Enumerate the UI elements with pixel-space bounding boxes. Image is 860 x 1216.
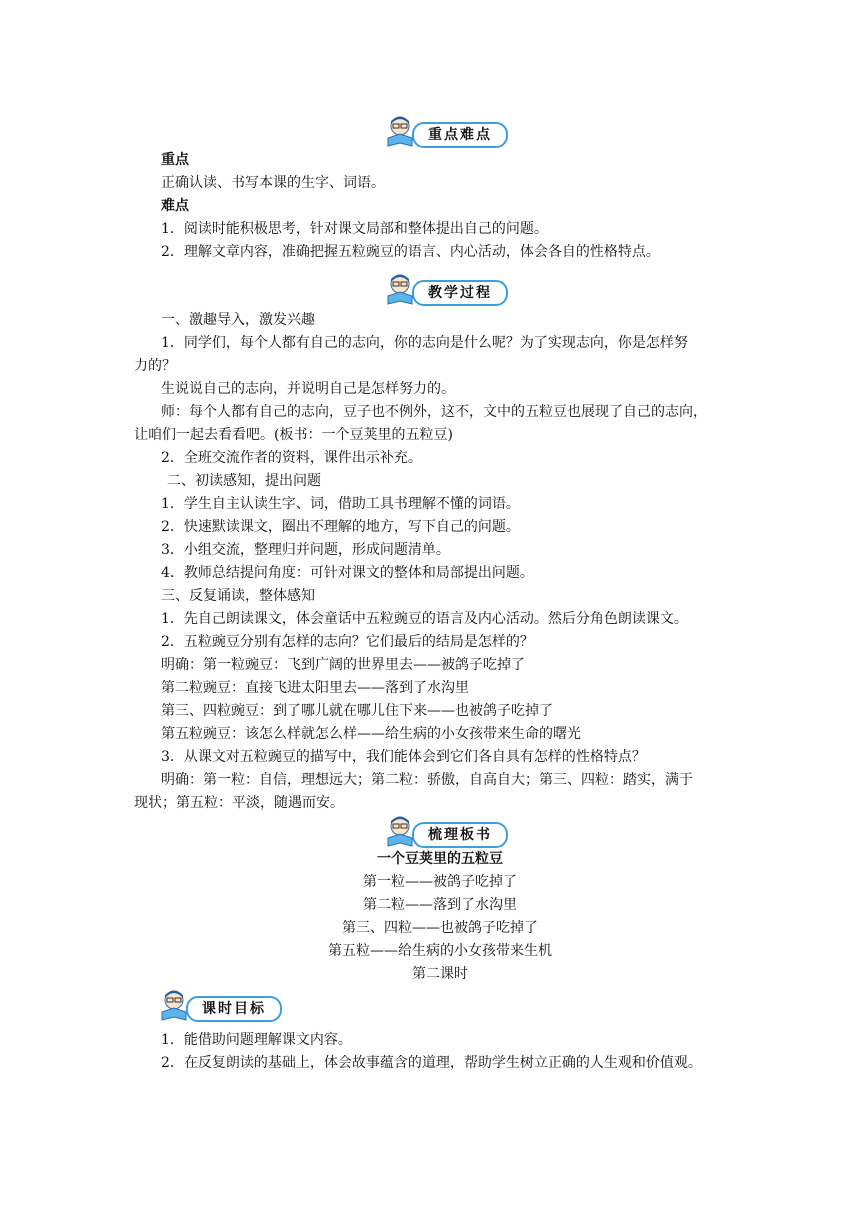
paragraph: 3．小组交流，整理归并问题，形成问题清单。 [161, 542, 450, 558]
board-line: 第五粒——给生病的小女孩带来生机 [328, 943, 552, 959]
paragraph: 正确认读、书写本课的生字、词语。 [161, 175, 385, 191]
section-badge-label: 重点难点 [412, 122, 508, 148]
section-badge-label: 课时目标 [186, 996, 282, 1022]
board-line: 第一粒——被鸽子吃掉了 [363, 874, 517, 890]
paragraph: 1．阅读时能积极思考，针对课文局部和整体提出自己的问题。 [161, 221, 548, 237]
paragraph: 1．同学们，每个人都有自己的志向，你的志向是什么呢？为了实现志向，你是怎样努 [161, 335, 688, 351]
lesson-title: 第二课时 [412, 966, 468, 982]
section-header-lesson-goals [158, 988, 282, 1022]
subheading: 一、激趣导入，激发兴趣 [161, 312, 315, 328]
board-line: 第二粒——落到了水沟里 [363, 897, 517, 913]
paragraph: 1．学生自主认读生字、词，借助工具书理解不懂的词语。 [161, 496, 520, 512]
paragraph: 生说说自己的志向，并说明自己是怎样努力的。 [161, 381, 455, 397]
board-title: 一个豆荚里的五粒豆 [377, 851, 503, 867]
section-header-key-points [384, 114, 508, 148]
paragraph: 4．教师总结提问角度：可针对课文的整体和局部提出问题。 [161, 565, 534, 581]
section-header-teaching-process [384, 272, 508, 306]
subheading: 三、反复诵读，整体感知 [161, 588, 315, 604]
board-line: 第三、四粒——也被鸽子吃掉了 [342, 920, 538, 936]
heading-key-point: 重点 [161, 152, 189, 168]
paragraph: 2．理解文章内容，准确把握五粒豌豆的语言、内心活动，体会各自的性格特点。 [161, 244, 660, 260]
paragraph: 现状；第五粒：平淡，随遇而安。 [134, 795, 344, 811]
paragraph: 师：每个人都有自己的志向，豆子也不例外，这不，文中的五粒豆也展现了自己的志向， [161, 404, 707, 420]
paragraph: 力的？ [134, 358, 176, 374]
paragraph: 1．先自己朗读课文，体会童话中五粒豌豆的语言及内心活动。然后分角色朗读课文。 [161, 611, 688, 627]
paragraph: 1．能借助问题理解课文内容。 [161, 1032, 352, 1048]
paragraph: 让咱们一起去看看吧。(板书：一个豆荚里的五粒豆) [134, 427, 453, 443]
heading-difficulty: 难点 [161, 198, 189, 214]
paragraph: 第三、四粒豌豆：到了哪儿就在哪儿住下来——也被鸽子吃掉了 [161, 703, 553, 719]
paragraph: 2．五粒豌豆分别有怎样的志向？它们最后的结局是怎样的？ [161, 634, 534, 650]
paragraph: 3．从课文对五粒豌豆的描写中，我们能体会到它们各自具有怎样的性格特点？ [161, 749, 646, 765]
section-badge-label: 教学过程 [412, 280, 508, 306]
section-badge-label: 梳理板书 [412, 822, 508, 848]
paragraph: 明确：第一粒豌豆：飞到广阔的世界里去——被鸽子吃掉了 [161, 657, 525, 673]
paragraph: 2．在反复朗读的基础上，体会故事蕴含的道理，帮助学生树立正确的人生观和价值观。 [161, 1055, 702, 1071]
paragraph: 第二粒豌豆：直接飞进太阳里去——落到了水沟里 [161, 680, 469, 696]
paragraph: 第五粒豌豆：该怎么样就怎么样——给生病的小女孩带来生命的曙光 [161, 726, 581, 742]
subheading: 二、初读感知，提出问题 [167, 473, 321, 489]
paragraph: 明确：第一粒：自信，理想远大；第二粒：骄傲，自高自大；第三、四粒：踏实，满于 [161, 772, 693, 788]
paragraph: 2．快速默读课文，圈出不理解的地方，写下自己的问题。 [161, 519, 520, 535]
paragraph: 2．全班交流作者的资料，课件出示补充。 [161, 450, 422, 466]
section-header-board-writing [384, 814, 508, 848]
